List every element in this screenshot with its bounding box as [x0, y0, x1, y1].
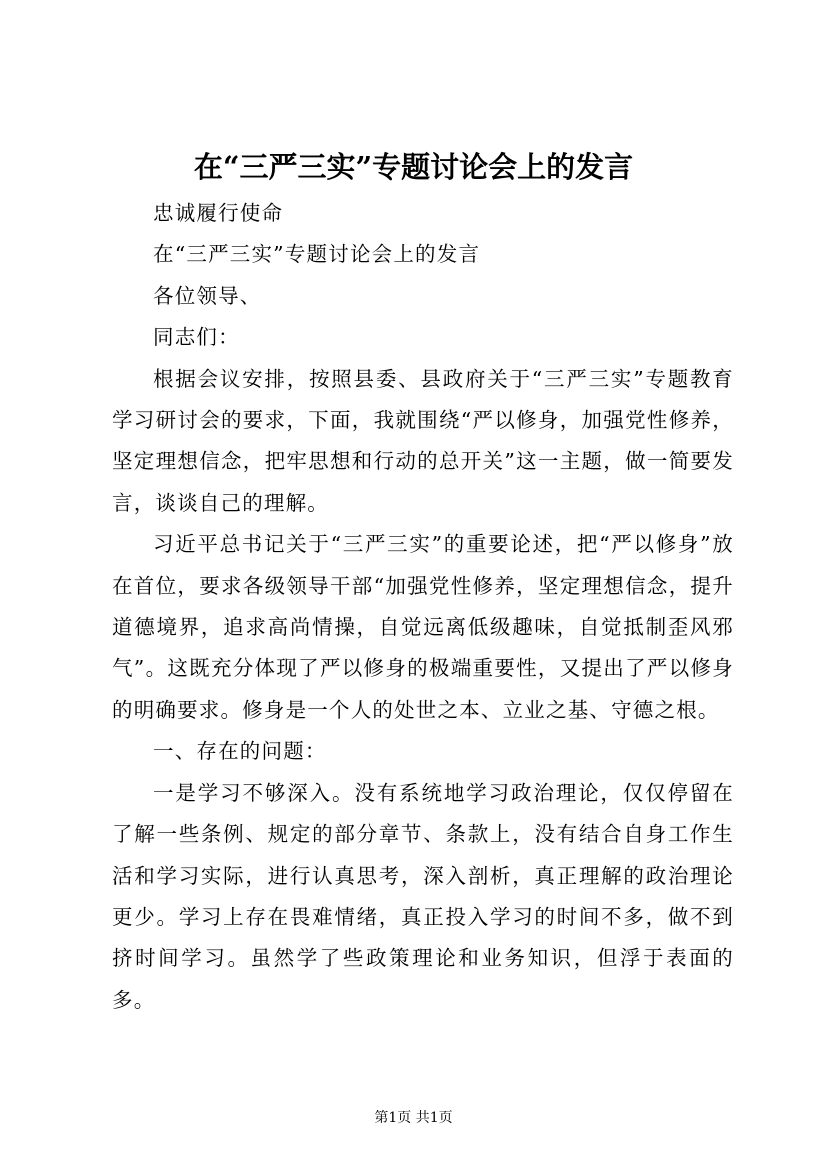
paragraph-intro: 根据会议安排，按照县委、县政府关于“三严三实”专题教育学习研讨会的要求，下面，我就围绕“严以修身，加强党性修养，坚定理想信念，把牢思想和行动的总开关”这一主题，做一简要发言，谈谈自己的理解。 [112, 366, 734, 515]
document-title: 在“三严三实”专题讨论会上的发言 [193, 150, 634, 184]
paragraph-heading: 在“三严三实”专题讨论会上的发言 [153, 242, 481, 267]
paragraph-issue-1: 一是学习不够深入。没有系统地学习政治理论，仅仅停留在了解一些条例、规定的部分章节、条款上，没有结合自身工作生活和学习实际，进行认真思考，深入剖析，真正理解的政治理论更少。学习上存在畏难情绪，真正投入学习的时间不多，做不到挤时间学习。虽然学了些政策理论和业务知识，但浮于表面的多。 [112, 780, 734, 1012]
paragraph-quote: 习近平总书记关于“三严三实”的重要论述，把“严以修身”放在首位，要求各级领导干部“加强党性修养，坚定理想信念，提升道德境界，追求高尚情操，自觉远离低级趣味，自觉抵制歪风邪气”。这既充分体现了严以修身的极端重要性，又提出了严以修身的明确要求。修身是一个人的处世之本、立业之基、守德之根。 [112, 532, 734, 722]
paragraph-section-heading: 一、存在的问题： [153, 739, 327, 764]
paragraph-subtitle: 忠诚履行使命 [153, 201, 284, 225]
paragraph-salutation-1: 各位领导、 [153, 283, 262, 308]
paragraph-salutation-2: 同志们： [153, 325, 240, 350]
page-footer: 第1页 共1页 [374, 1110, 453, 1126]
document-body [112, 193, 734, 1021]
